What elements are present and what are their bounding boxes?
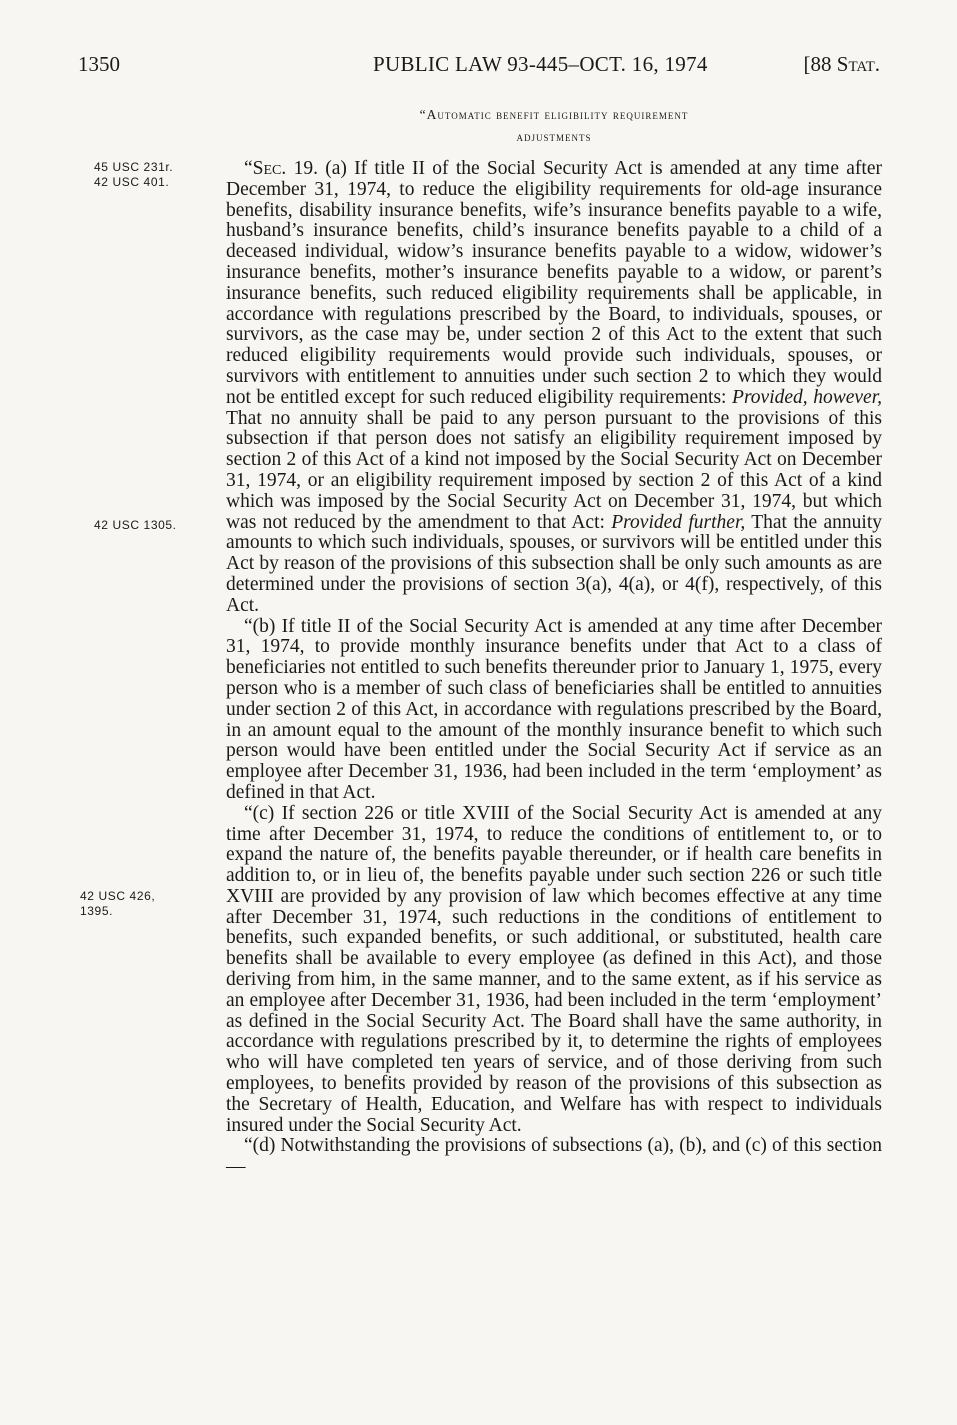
statute-reference: [88 Stat. xyxy=(803,52,880,76)
page-number: 1350 xyxy=(78,52,120,76)
margin-note-line: 45 USC 231r. xyxy=(94,160,174,174)
law-title: PUBLIC LAW 93-445–OCT. 16, 1974 xyxy=(373,52,708,76)
margin-note-usc-1305 xyxy=(94,518,224,533)
section-heading xyxy=(226,104,882,148)
page-header xyxy=(78,52,886,84)
paragraph-c: “(c) If section 226 or title XVIII of the Social Security Act is amended at any time after December 31, 1974, to reduce the conditions of entitlement to, or to expand the nature of, the benefits payable thereunder, or if health care benefits in addition to, or in lieu of, the benefits payable under such section 226 or such title XVIII are provided by any provision of law which becomes effective at any time after December 31, 1974, such reductions in the conditions of entitlement to benefits, such expanded benefits, or such additional, or substituted, health care benefits shall be available to every employee (as defined in this Act), and those deriving from him, in the same manner, and to the same extent, as if his service as an employee after December 31, 1936, had been included in the term ‘employment’ as defined in the Social Security Act. The Board shall have the same authority, in accordance with regulations prescribed by it, to determine the rights of employees who will have completed ten years of service, and of those deriving from such employees, to benefits provided by reason of the provisions of this subsection as the Secretary of Health, Education, and Welfare has with respect to individuals insured under the Social Security Act. xyxy=(226,802,882,1136)
paragraph-d: “(d) Notwithstanding the provisions of subsections (a), (b), and (c) of this section— xyxy=(226,1135,882,1178)
provided-further: Provided further, xyxy=(611,511,746,533)
section-heading-line1: “Automatic benefit eligibility requirement xyxy=(419,107,689,122)
margin-note-line: 42 USC 401. xyxy=(94,175,170,189)
margin-note-line: 42 USC 1305. xyxy=(94,518,177,532)
paragraph-a-text-3: That the annuity amounts to which such individuals, spouses, or survivors will be entitled under this Act by reason of the provisions of this subsection shall be only such amounts as are determined under the provisions of section 3(a), 4(a), or 4(f), respectively, of this Act. xyxy=(226,511,882,616)
sec-label: Sec. xyxy=(252,158,287,179)
margin-note-usc-426 xyxy=(80,889,210,919)
margin-note-line: 42 USC 426, xyxy=(80,889,156,903)
margin-note-usc-231r xyxy=(94,160,224,190)
margin-note-line: 1395. xyxy=(80,904,114,918)
section-heading-line2: adjustments xyxy=(516,129,592,144)
section-body xyxy=(226,159,882,1178)
provided-however: Provided, however, xyxy=(732,386,883,408)
paragraph-b: “(b) If title II of the Social Security Act is amended at any time after December 31, 1974, to provide monthly insurance benefits under that Act to a class of beneficiaries not entitled to such benefits thereunder prior to January 1, 1975, every person who is a member of such class of beneficiaries shall be entitled to annuities under section 2 of this Act, in accordance with regulations prescribed by the Board, in an amount equal to the amount of the monthly insurance benefit to which such person would have been entitled under the Social Security Act if service as an employee after December 31, 1936, had been included in the term ‘employment’ as defined in that Act. xyxy=(226,615,882,803)
paragraph-a-text-2: That no annuity shall be paid to any person pursuant to the provisions of this subsection if that person does not satisfy an eligibility requirement imposed by section 2 of this Act of a kind not imposed by the Social Security Act on December 31, 1974, or an eligibility requirement imposed by section 2 of this Act of a kind which was imposed by the Social Security Act on December 31, 1974, but which was not reduced by the amendment to that Act: xyxy=(226,407,882,533)
paragraph-a xyxy=(226,159,882,617)
paragraph-a-text-1: 19. (a) If title II of the Social Security Act is amended at any time after December 31, 1974, to reduce the eligibility requirements for old-age insurance benefits, disability insurance benefits, wife’s insurance benefits payable to a wife, husband’s insurance benefits, child’s insurance benefits payable to a child of a deceased individual, widow’s insurance benefits payable to a widow, widower’s insurance benefits, mother’s insurance benefits payable to a widow, or parent’s insurance benefits, such reduced eligibility requirements shall be applicable, in accordance with regulations prescribed by the Board, to individuals, spouses, or survivors, as the case may be, under section 2 of this Act to the extent that such reduced eligibility requirements would provide such individuals, spouses, or survivors with entitlement to annuities under such section 2 to which they would not be entitled except for such reduced eligibility requirements: xyxy=(226,158,882,408)
open-quote: “ xyxy=(244,158,253,179)
